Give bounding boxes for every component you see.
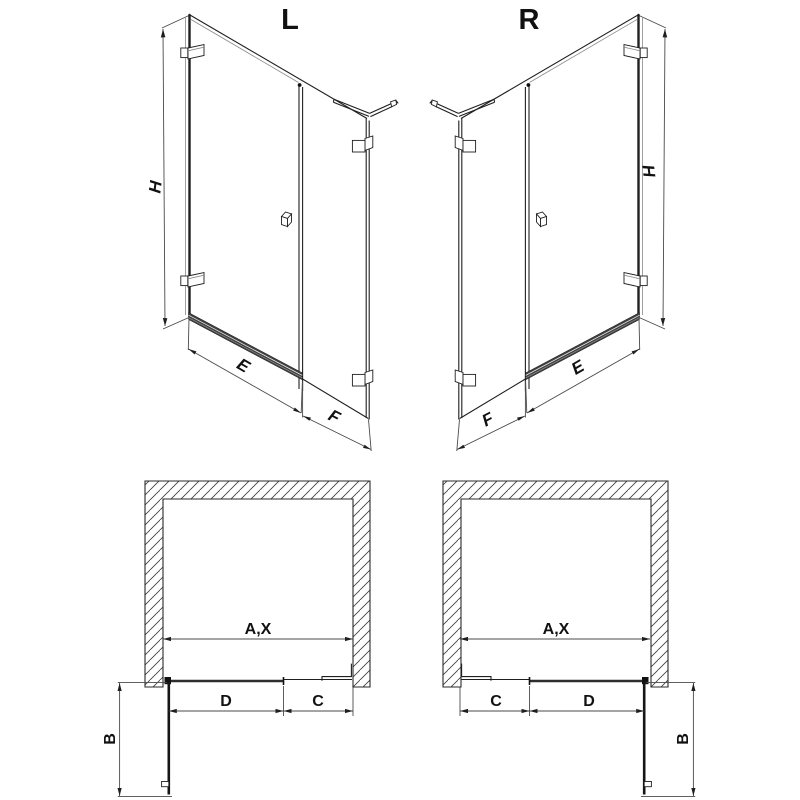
- wall-profile-bracket: [322, 664, 351, 681]
- hinge-top: [181, 45, 204, 60]
- iso-view-right-geometry: [430, 15, 667, 451]
- iso-left-side-panel-label: F: [325, 405, 344, 428]
- support-bar: [333, 99, 398, 116]
- door-handle-mark: [162, 782, 169, 787]
- glass-front-line: [165, 664, 353, 685]
- plan-left-door-swing-label: B: [102, 733, 119, 745]
- iso-right-title: R: [518, 4, 540, 36]
- hinge-bottom: [181, 273, 204, 288]
- iso-left-title: L: [281, 4, 299, 36]
- plan-left-walls: [145, 481, 370, 687]
- iso-right-door-width-label: E: [568, 356, 588, 379]
- plan-left-door-label: D: [220, 693, 232, 710]
- door-handle-knob: [282, 212, 292, 227]
- plan-right-door-swing-label: B: [675, 733, 692, 745]
- iso-left-door-width-label: E: [233, 354, 253, 377]
- plan-right-door-label: D: [583, 693, 595, 710]
- door-and-panel-dimension: [169, 686, 353, 716]
- plan-right-fixed-panel-label: C: [490, 693, 502, 710]
- iso-left-height-label: H: [145, 179, 166, 195]
- plan-left-opening-label: A,X: [244, 621, 272, 638]
- open-door-line: [162, 682, 169, 795]
- door-swing-dimension: [118, 683, 173, 797]
- plan-right-opening-label: A,X: [542, 621, 570, 638]
- iso-right-side-panel-label: F: [478, 408, 497, 431]
- plan-right-walls: [443, 481, 668, 687]
- iso-view-left-geometry: [161, 15, 398, 451]
- plan-left-fixed-panel-label: C: [312, 693, 324, 710]
- inline-fixed-panel: [303, 119, 373, 420]
- iso-right-height-label: H: [638, 163, 659, 179]
- door-panel: [181, 15, 367, 391]
